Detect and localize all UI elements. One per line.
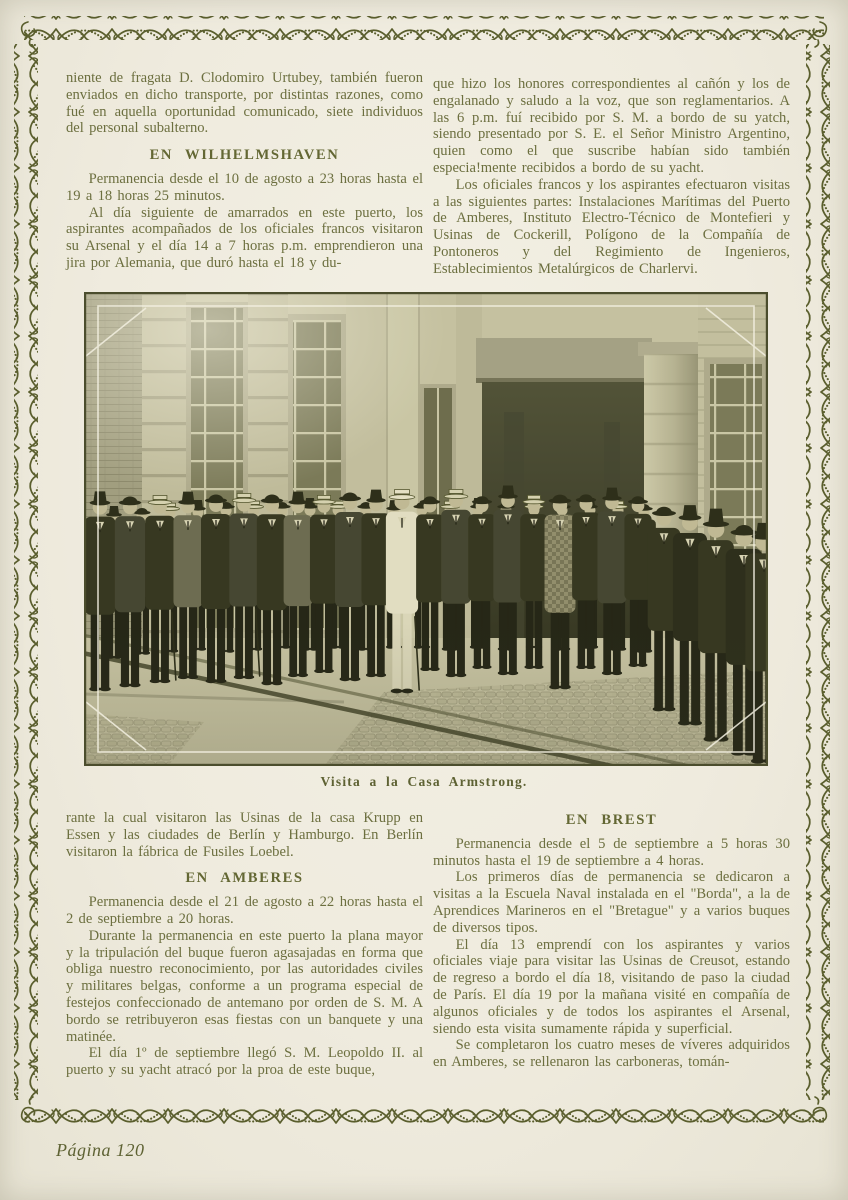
section-heading-wilhelmshaven: EN WILHELMSHAVEN bbox=[149, 147, 340, 164]
paragraph: Los oficiales francos y los aspirantes efectuaron visitas a las siguientes partes: Instalaciones Marítimas del Puerto de Amberes, Instituto Electro-Técnico de Montefieri y Usinas de Cockerill, Polígono de la Compañía de Pontoneros y del Regimiento de Ingenieros, Establecimientos Metalúrgicos de Charlervi. bbox=[433, 176, 790, 277]
paragraph: Se completaron los cuatro meses de víveres adquiridos en Amberes, se rellenaron las carboneras, tomán- bbox=[433, 1037, 790, 1071]
paragraph: El día 13 emprendí con los aspirantes y varios oficiales viaje para visitar las Usinas de Creusot, estando de regreso a bordo el día 18, visitando de paso la ciudad de París. El día 19 por la mañana visité en compañía de algunos oficiales y de todos los aspirantes el Arsenal, siendo esta visita sumamente rápida y superficial. bbox=[433, 936, 790, 1037]
paragraph: Permanencia desde el 10 de agosto a 23 horas hasta el 19 a 18 horas 25 minutos. bbox=[66, 170, 423, 204]
column-top-right bbox=[433, 76, 790, 278]
column-top-left bbox=[66, 70, 423, 272]
photograph-illustration bbox=[84, 292, 768, 766]
page-number: Página 120 bbox=[56, 1140, 145, 1160]
paragraph: que hizo los honores correspondientes al cañón y los de engalanado y saludo a la voz, que son reglamentarios. A las 6 p.m. fuí recibido por S. M. a bordo de su yatch, siendo presentado por S. E. el Señor Ministro Argentino, quien como el que suscribe habían sido también especia!mente recibidos a bordo de su yacht. bbox=[433, 76, 790, 176]
paragraph: Al día siguiente de amarrados en este puerto, los aspirantes acompañados de los oficiales francos visitaron su Arsenal y el día 14 a 7 horas p.m. emprendieron una jira por Alemania, que duró hasta el 18 y du- bbox=[66, 204, 423, 271]
section-heading-amberes: EN AMBERES bbox=[185, 870, 304, 887]
column-bottom-left bbox=[66, 810, 423, 1079]
section-heading-brest: EN BREST bbox=[565, 812, 658, 828]
paragraph: Durante la permanencia en este puerto la plana mayor y la tripulación del buque fueron agasajadas en forma que obliga nuestro reconocimiento, por las autoridades civiles y militares belgas, conforme a un programa especial de festejos confeccionado de antemano por orden de S. M. A bordo se retribuyeron esas fiestas con un banquete y una matinée. bbox=[66, 927, 423, 1045]
photo-caption: Visita a la Casa Armstrong. bbox=[320, 774, 528, 789]
paragraph: rante la cual visitaron las Usinas de la casa Krupp en Essen y las ciudades de Berlín y Hamburgo. En Berlín visitaron la fábrica de Fusiles Loebel. bbox=[66, 810, 423, 860]
paragraph: El día 1º de septiembre llegó S. M. Leopoldo II. al puerto y su yacht atracó por la proa de este buque, bbox=[66, 1045, 423, 1079]
paragraph: Permanencia desde el 5 de septiembre a 5 horas 30 minutos hasta el 19 de septiembre a 4 horas. bbox=[433, 835, 790, 869]
paragraph: Los primeros días de permanencia se dedicaron a visitas a la Escuela Naval instalada en el "Borda", a la de Aprendices Marineros en el "Bretague" y a varios buques de diversos tipos. bbox=[433, 869, 790, 936]
paragraph: Permanencia desde el 21 de agosto a 22 horas hasta el 2 de septiembre a 20 horas. bbox=[66, 894, 423, 927]
column-bottom-right bbox=[433, 810, 790, 1071]
group-photograph bbox=[84, 292, 768, 766]
paragraph: niente de fragata D. Clodomiro Urtubey, también fueron enviados en dicho transporte, por distintas razones, como fué en aquella oportunidad comunicado, siete individuos del personal subalterno. bbox=[66, 70, 423, 137]
